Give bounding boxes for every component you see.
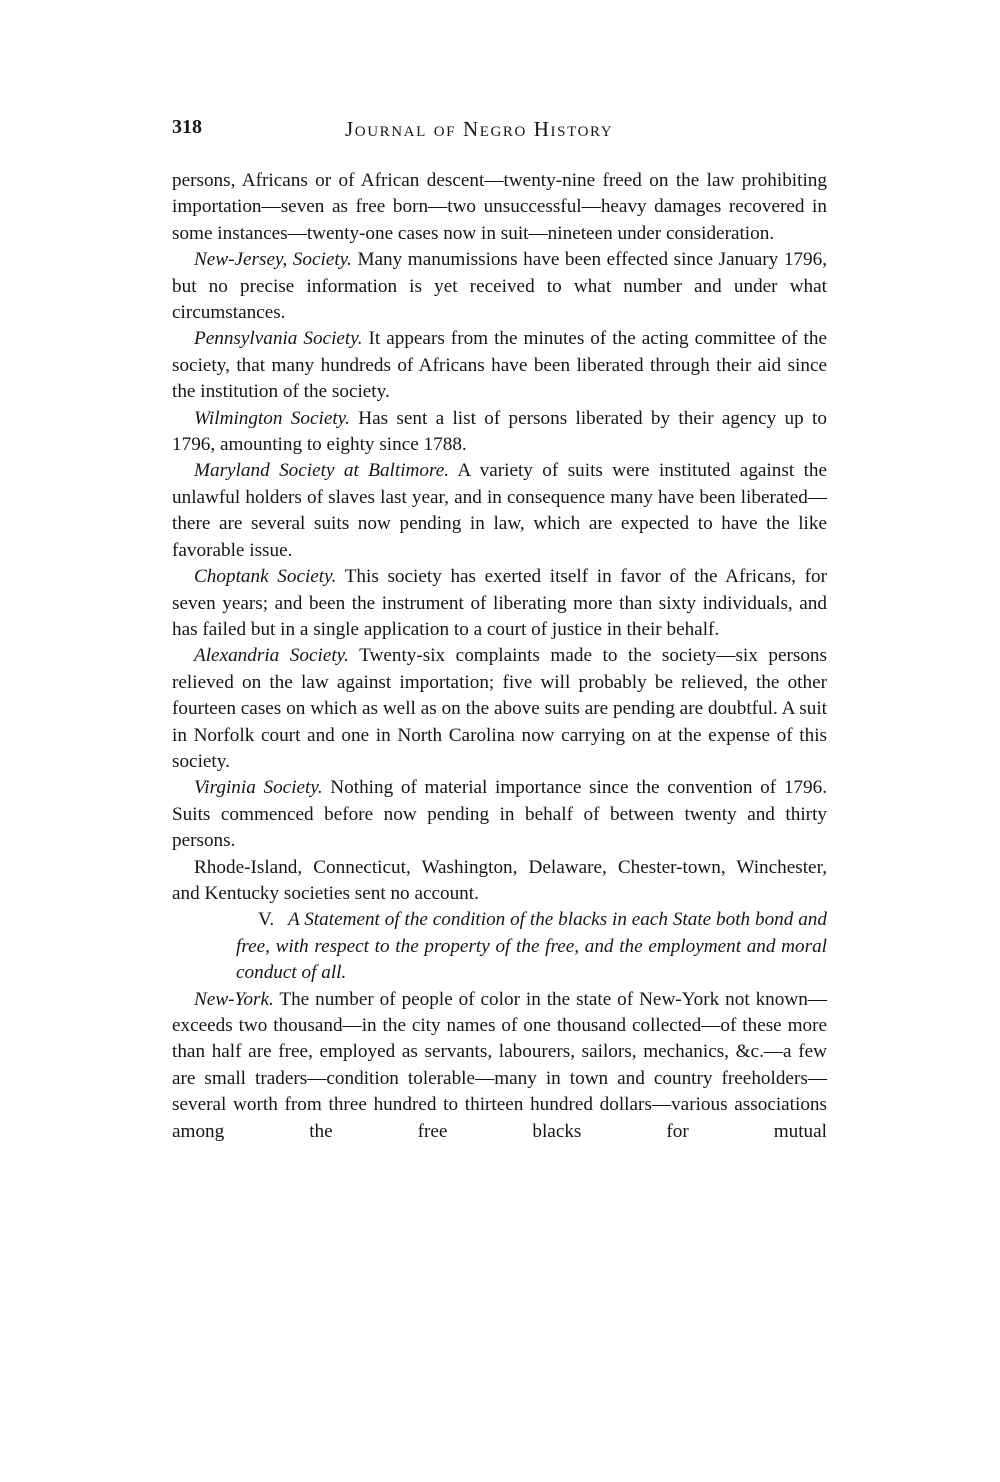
paragraph-text: A variety of suits were instituted against the unlawful holders of slaves last year, and in consequence many have been liberated—there are several suits now pending in law, which are expected to have the like favorable issue. [172, 460, 828, 561]
paragraph-continuation [172, 168, 827, 247]
paragraph-new-york [172, 987, 827, 1145]
society-name: Virginia Society. [194, 777, 323, 799]
paragraph-text: Nothing of material importance since the convention of 1796. Suits commenced before now pending in behalf of between twenty and thirty persons. [172, 777, 827, 852]
paragraph-choptank [172, 564, 827, 643]
paragraph-text: The number of people of color in the state of New-York not known—exceeds two thousand—in the city names of one thousand collected—of these more than half are free, employed as servants, labourers, sailors, mechanics, &c.—a few are small traders—condition tolerable—many in town and country freeholders—several worth from three hundred to thirteen hundred dollars—various associations among the free blacks for mutual [172, 988, 827, 1142]
paragraph-no-account [172, 855, 827, 908]
society-name: Alexandria Society. [194, 645, 349, 667]
body-text [172, 168, 827, 1145]
society-name: New-Jersey, Society. [194, 249, 352, 271]
paragraph-text: Has sent a list of persons liberated by their agency up to 1796, amounting to eighty since 1788. [172, 407, 827, 456]
paragraph-alexandria [172, 643, 827, 775]
paragraph-text: This society has exerted itself in favor of the Africans, for seven years; and been the instrument of liberating more than sixty individuals, and has failed but in a single application to a court of justice in their behalf. [172, 566, 827, 640]
running-head [172, 116, 827, 146]
society-name: Wilmington Society. [194, 407, 350, 429]
paragraph-maryland [172, 458, 827, 564]
page-number: 318 [172, 116, 202, 138]
paragraph-text: It appears from the minutes of the acting committee of the society, that many hundreds of Africans have been liberated through their aid since the institution of the society. [172, 328, 827, 403]
paragraph-pennsylvania [172, 326, 827, 405]
paragraph-new-jersey [172, 247, 827, 326]
paragraph-text: Many manumissions have been effected since January 1796, but no precise information is yet received to what number and under what circumstances. [172, 249, 827, 324]
paragraph-text: Twenty-six complaints made to the society—six persons relieved on the law against importation; five will probably be relieved, the other fourteen cases on which as well as on the above suits are pending are doubtful. A suit in Norfolk court and one in North Carolina now carrying on at the expense of this society. [172, 645, 827, 772]
society-name: Choptank Society. [194, 566, 337, 588]
society-name: Pennsylvania Society. [194, 328, 363, 350]
society-name: Maryland Society at Baltimore. [194, 460, 450, 482]
section-heading [172, 907, 827, 986]
paragraph-text: persons, Africans or of African descent—twenty-nine freed on the law prohibiting importation—seven as free born—two unsuccessful—heavy damages recovered in some instances—twenty-one cases now in suit—nineteen under consideration. [172, 170, 827, 244]
journal-title: Journal of Negro History [345, 117, 614, 141]
section-title: A Statement of the condition of the blacks in each State both bond and free, with respect to the property of the free, and the employment and moral conduct of all. [236, 909, 827, 984]
paragraph-text: Rhode-Island, Connecticut, Washington, Delaware, Chester-town, Winchester, and Kentucky societies sent no account. [172, 856, 827, 904]
state-name: New-York. [194, 988, 274, 1010]
paragraph-wilmington [172, 406, 827, 459]
paragraph-virginia [172, 775, 827, 854]
section-number: V. [258, 909, 275, 931]
